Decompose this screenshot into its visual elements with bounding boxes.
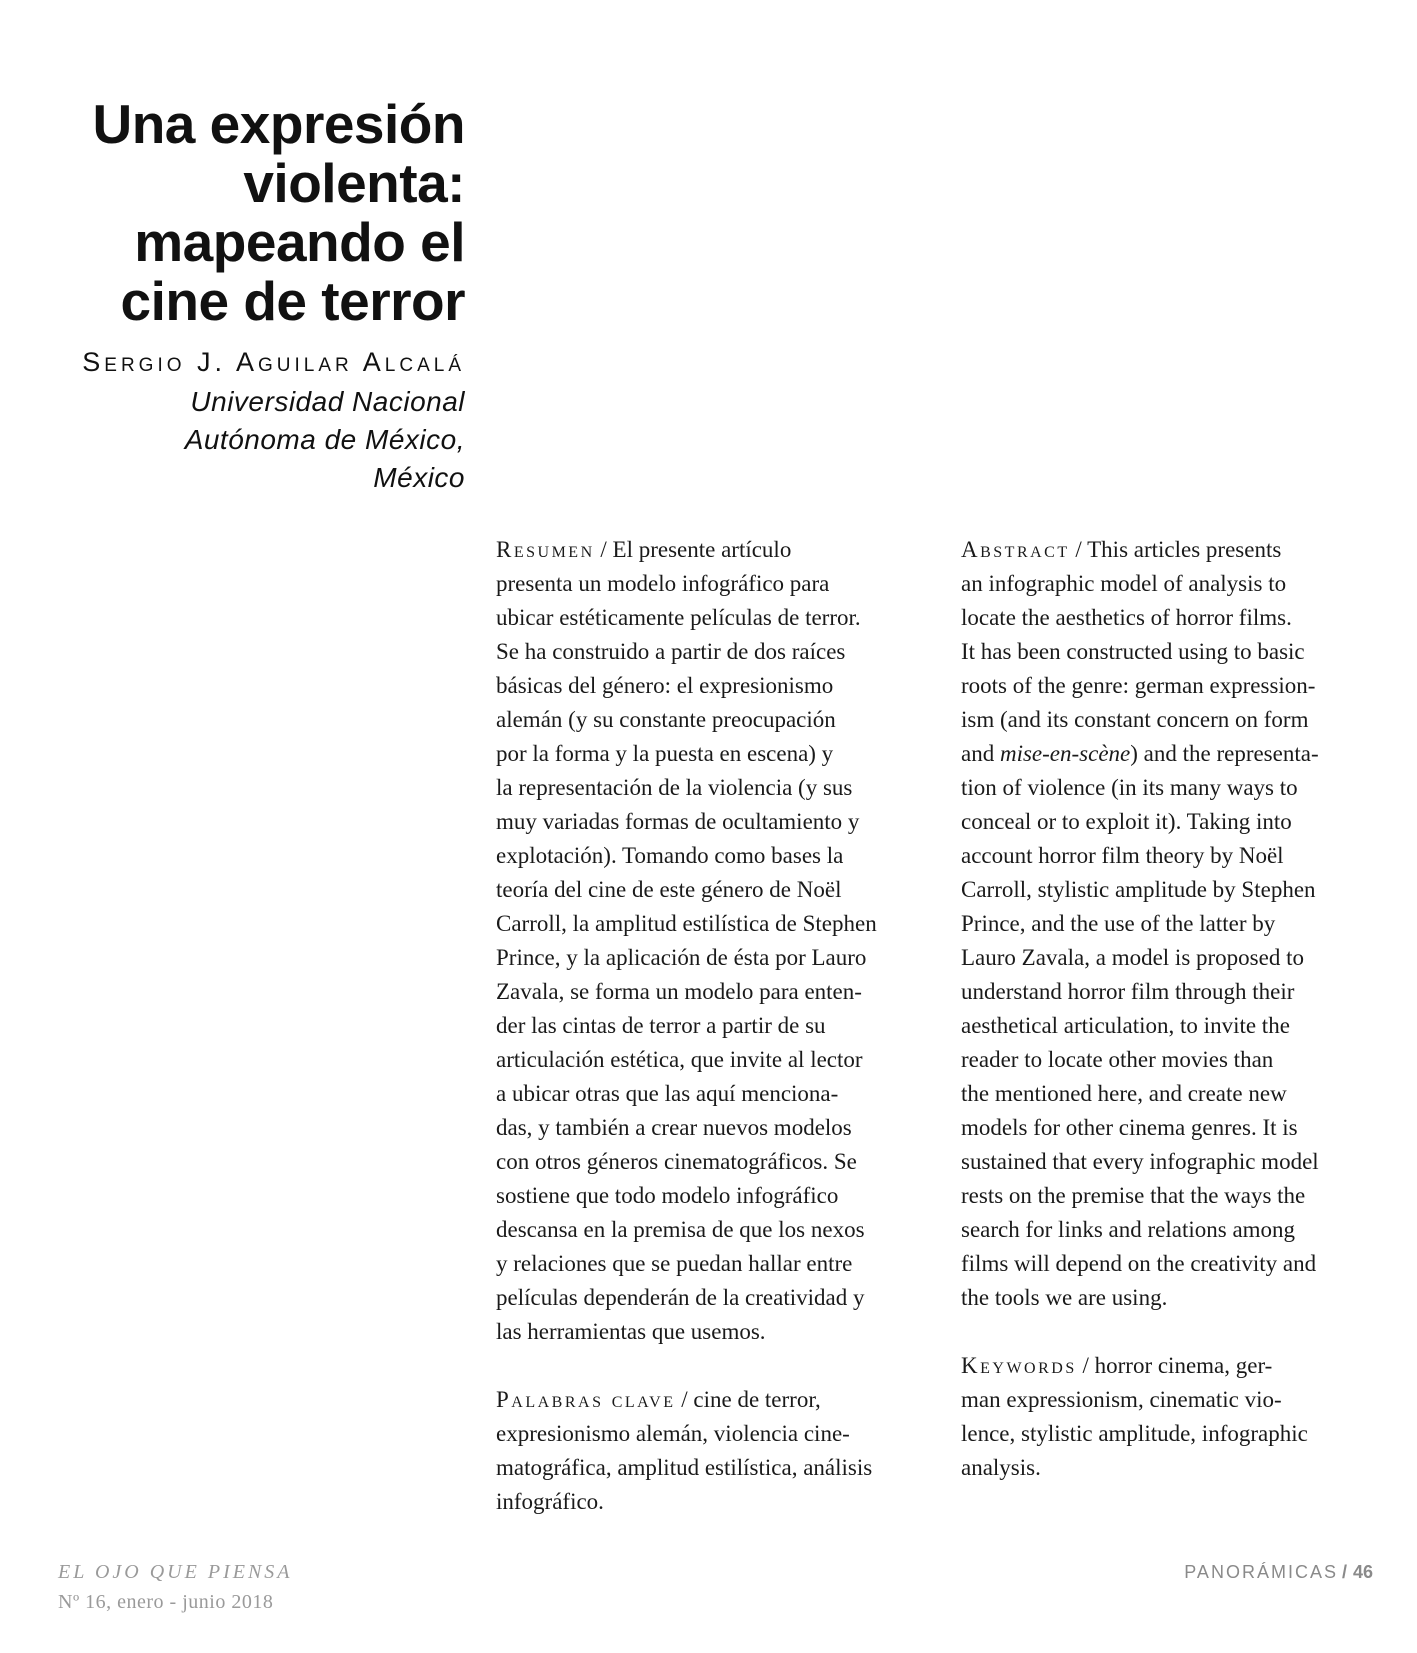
abstract-label: Abstract bbox=[961, 537, 1070, 562]
abstract-line: Lauro Zavala, a model is proposed to bbox=[961, 945, 1304, 970]
abstract-line: search for links and relations among bbox=[961, 1217, 1296, 1242]
palabras-clave-line: infográfico. bbox=[496, 1489, 604, 1514]
title-line: mapeando el bbox=[134, 210, 465, 273]
paragraph-gap bbox=[961, 1315, 1381, 1349]
resumen-line: das, y también a crear nuevos modelos bbox=[496, 1115, 852, 1140]
affiliation-line: Autónoma de México, bbox=[184, 424, 465, 455]
palabras-clave-label: Palabras clave bbox=[496, 1387, 676, 1412]
abstract-first-line bbox=[961, 533, 1381, 567]
abstract-text: ) and the representa- bbox=[1130, 741, 1319, 766]
resumen-first-line bbox=[496, 533, 946, 567]
abstract-text: This articles presents bbox=[1087, 537, 1282, 562]
paragraph-gap bbox=[496, 1349, 946, 1383]
abstract-line: tion of violence (in its many ways to bbox=[961, 775, 1298, 800]
resumen-line: básicas del género: el expresionismo bbox=[496, 673, 834, 698]
journal-footer bbox=[58, 1557, 293, 1617]
abstract-line: rests on the premise that the ways the bbox=[961, 1183, 1306, 1208]
resumen-line: presenta un modelo infográfico para bbox=[496, 571, 830, 596]
page-footer bbox=[1184, 1562, 1373, 1583]
resumen-line: películas dependerán de la creatividad y bbox=[496, 1285, 865, 1310]
resumen-separator: / bbox=[600, 537, 607, 562]
resumen-line: Prince, y la aplicación de ésta por Lauro bbox=[496, 945, 867, 970]
issue-info: Nº 16, enero - junio 2018 bbox=[58, 1591, 274, 1613]
abstract-text: and bbox=[961, 741, 995, 766]
abstract-line: the mentioned here, and create new bbox=[961, 1081, 1287, 1106]
title-line: Una expresión bbox=[92, 92, 465, 155]
abstract-line: the tools we are using. bbox=[961, 1285, 1168, 1310]
resumen-line: Carroll, la amplitud estilística de Stephen bbox=[496, 911, 877, 936]
author-affiliation bbox=[40, 383, 465, 497]
palabras-clave-line: matográfica, amplitud estilística, análisis bbox=[496, 1455, 873, 1480]
page-number: 46 bbox=[1352, 1562, 1373, 1582]
keywords-line: man expressionism, cinematic vio- bbox=[961, 1387, 1282, 1412]
abstract-line: conceal or to exploit it). Taking into bbox=[961, 809, 1292, 834]
resumen-line: der las cintas de terror a partir de su bbox=[496, 1013, 826, 1038]
keywords-first-line bbox=[961, 1349, 1381, 1383]
resumen-line: articulación estética, que invite al lector bbox=[496, 1047, 863, 1072]
abstract-line: films will depend on the creativity and bbox=[961, 1251, 1317, 1276]
palabras-clave-line: expresionismo alemán, violencia cine- bbox=[496, 1421, 850, 1446]
resumen-line: Se ha construido a partir de dos raíces bbox=[496, 639, 846, 664]
keywords-line: lence, stylistic amplitude, infographic bbox=[961, 1421, 1308, 1446]
abstract-line: It has been constructed using to basic bbox=[961, 639, 1305, 664]
abstract-line: locate the aesthetics of horror films. bbox=[961, 605, 1292, 630]
abstract-italic-term: mise-en-scène bbox=[999, 741, 1131, 766]
resumen-line: con otros géneros cinematográficos. Se bbox=[496, 1149, 857, 1174]
article-title bbox=[60, 92, 465, 332]
abstract-separator: / bbox=[1075, 537, 1082, 562]
resumen-line: teoría del cine de este género de Noël bbox=[496, 877, 842, 902]
abstract-line: models for other cinema genres. It is bbox=[961, 1115, 1298, 1140]
affiliation-line: Universidad Nacional bbox=[190, 386, 465, 417]
resumen-column bbox=[496, 533, 946, 1519]
title-line: violenta: bbox=[243, 151, 465, 214]
resumen-line: y relaciones que se puedan hallar entre bbox=[496, 1251, 853, 1276]
palabras-clave-separator: / bbox=[681, 1387, 688, 1412]
abstract-line: Prince, and the use of the latter by bbox=[961, 911, 1276, 936]
abstract-line: ism (and its constant concern on form bbox=[961, 707, 1309, 732]
resumen-line: explotación). Tomando como bases la bbox=[496, 843, 844, 868]
resumen-line: las herramientas que usemos. bbox=[496, 1319, 766, 1344]
resumen-line: alemán (y su constante preocupación bbox=[496, 707, 836, 732]
resumen-line: descansa en la premisa de que los nexos bbox=[496, 1217, 865, 1242]
abstract-line: sustained that every infographic model bbox=[961, 1149, 1319, 1174]
resumen-line: Zavala, se forma un modelo para enten- bbox=[496, 979, 862, 1004]
affiliation-line: México bbox=[373, 462, 465, 493]
journal-name: EL OJO QUE PIENSA bbox=[58, 1561, 293, 1583]
abstract-line-mixed bbox=[961, 737, 1381, 771]
resumen-line: por la forma y la puesta en escena) y bbox=[496, 741, 834, 766]
abstract-line: understand horror film through their bbox=[961, 979, 1295, 1004]
keywords-label: Keywords bbox=[961, 1353, 1077, 1378]
resumen-line: a ubicar otras que las aquí menciona- bbox=[496, 1081, 839, 1106]
abstract-line: roots of the genre: german expression- bbox=[961, 673, 1316, 698]
abstract-line: aesthetical articulation, to invite the bbox=[961, 1013, 1290, 1038]
section-name: PANORÁMICAS bbox=[1184, 1562, 1338, 1582]
resumen-line: ubicar estéticamente películas de terror. bbox=[496, 605, 861, 630]
resumen-line: muy variadas formas de ocultamiento y bbox=[496, 809, 860, 834]
resumen-text: El presente artículo bbox=[612, 537, 792, 562]
abstract-line: reader to locate other movies than bbox=[961, 1047, 1274, 1072]
keywords-line: analysis. bbox=[961, 1455, 1041, 1480]
abstract-column bbox=[961, 533, 1381, 1485]
keywords-separator: / bbox=[1082, 1353, 1089, 1378]
abstract-line: account horror film theory by Noël bbox=[961, 843, 1284, 868]
palabras-clave-text: cine de terror, bbox=[693, 1387, 821, 1412]
abstract-line: Carroll, stylistic amplitude by Stephen bbox=[961, 877, 1316, 902]
keywords-text: horror cinema, ger- bbox=[1094, 1353, 1273, 1378]
title-line: cine de terror bbox=[120, 269, 465, 332]
footer-separator: / bbox=[1341, 1562, 1349, 1582]
resumen-line: la representación de la violencia (y sus bbox=[496, 775, 853, 800]
author-name: Sergio J. Aguilar Alcalá bbox=[82, 347, 465, 377]
palabras-clave-first-line bbox=[496, 1383, 946, 1417]
abstract-line: an infographic model of analysis to bbox=[961, 571, 1287, 596]
resumen-line: sostiene que todo modelo infográfico bbox=[496, 1183, 839, 1208]
resumen-label: Resumen bbox=[496, 537, 595, 562]
